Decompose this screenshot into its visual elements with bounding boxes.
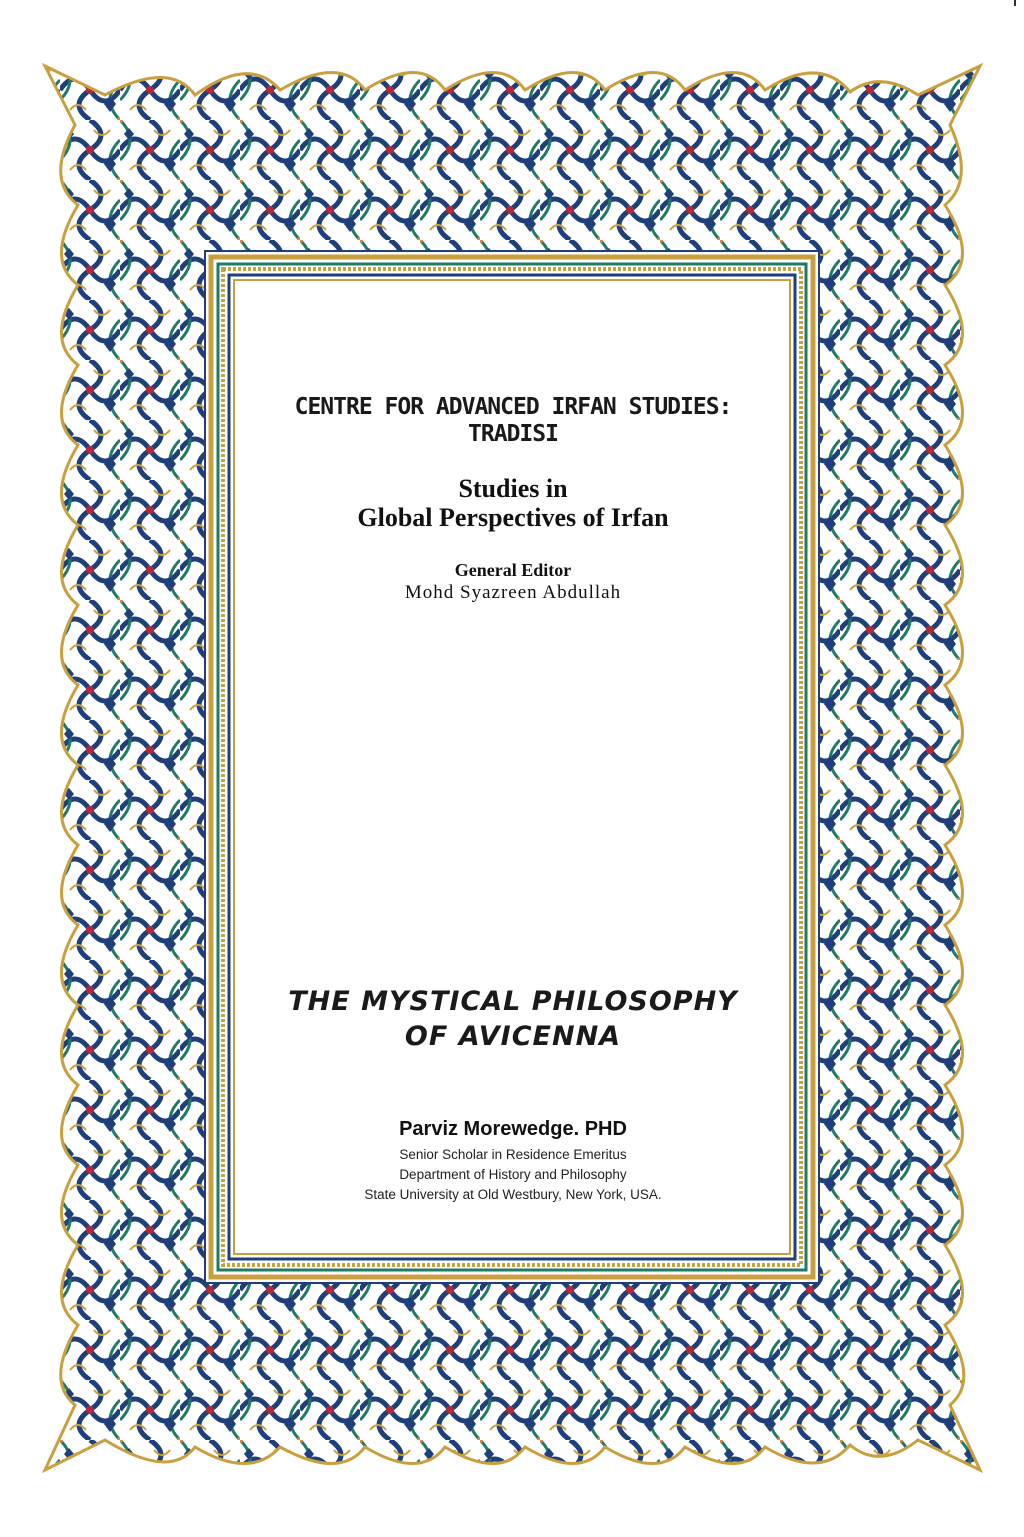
subtitle-line2: Global Perspectives of Irfan	[357, 503, 669, 532]
affiliation-line: Department of History and Philosophy	[399, 1167, 627, 1182]
affiliation-line: Senior Scholar in Residence Emeritus	[399, 1147, 627, 1162]
book-title-line1: THE MYSTICAL PHILOSOPHY	[288, 986, 738, 1017]
affiliation-line: State University at Old Westbury, New York, USA.	[364, 1187, 662, 1202]
book-title	[238, 984, 788, 1054]
corner-mark	[1014, 0, 1016, 6]
author-name: Parviz Morewedge. PHD	[399, 1118, 627, 1140]
subtitle-line1: Studies in	[458, 474, 568, 503]
editor-name: Mohd Syazreen Abdullah	[404, 582, 622, 603]
series-title-line1: CENTRE FOR ADVANCED IRFAN STUDIES:	[294, 394, 732, 420]
editor-label: General Editor	[454, 560, 572, 580]
series-title-line2: TRADISI	[468, 421, 558, 447]
series-subtitle	[238, 474, 788, 532]
series-title	[238, 394, 788, 448]
title-panel	[238, 284, 788, 1238]
author-affiliation	[238, 1145, 788, 1205]
book-title-line2: OF AVICENNA	[404, 1021, 622, 1052]
